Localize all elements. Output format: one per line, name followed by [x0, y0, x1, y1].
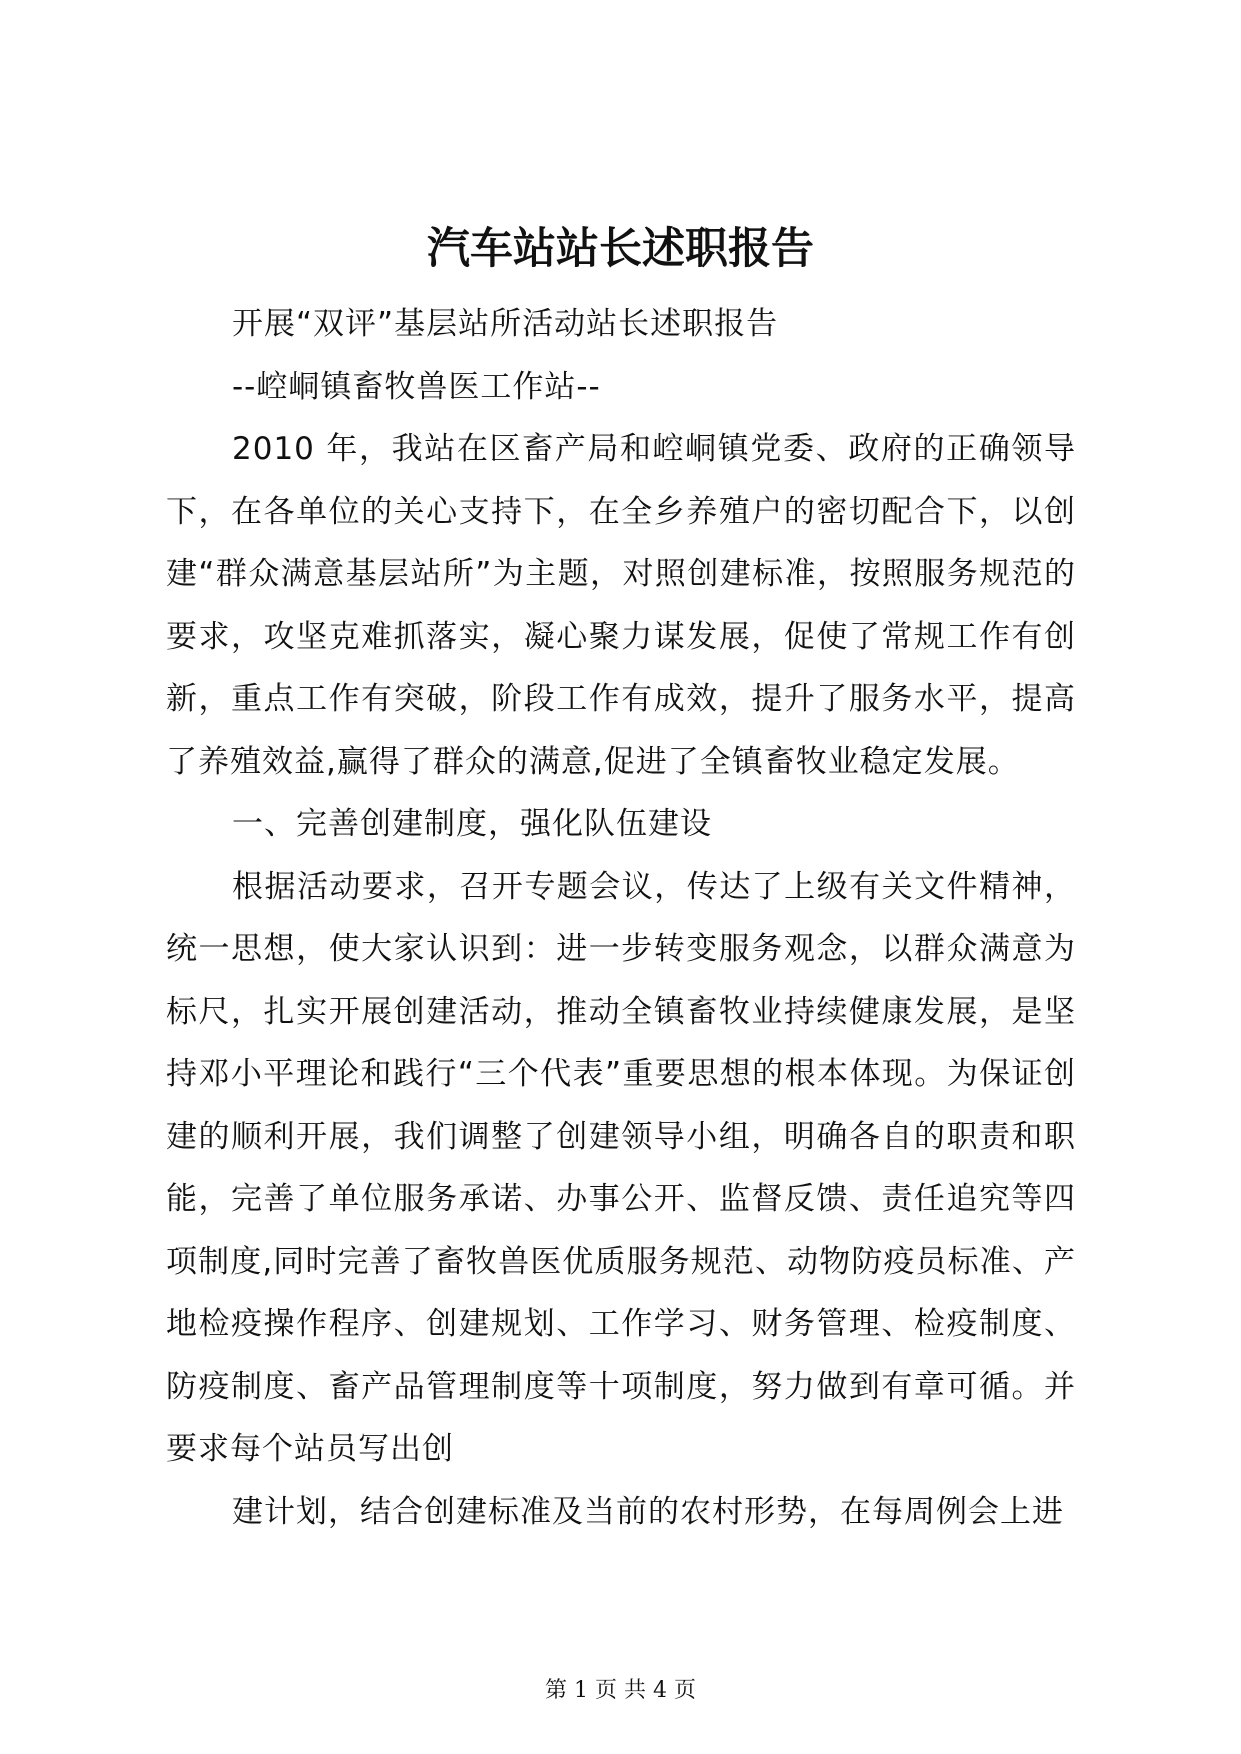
- paragraph-organization: --崆峒镇畜牧兽医工作站--: [232, 368, 601, 405]
- document-body: [166, 293, 1076, 1543]
- section-heading-1: 一、完善创建制度，强化队伍建设: [232, 806, 712, 842]
- document-title: 汽车站站长述职报告: [427, 224, 814, 274]
- paragraph-section-1: 根据活动要求，召开专题会议，传达了上级有关文件精神，统一思想，使大家认识到：进一步转变服务观念，以群众满意为标尺，扎实开展创建活动，推动全镇畜牧业持续健康发展，是坚持邓小平理论和践行“三个代表”重要思想的根本体现。为保证创建的顺利开展，我们调整了创建领导小组，明确各自的职责和职能，完善了单位服务承诺、办事公开、监督反馈、责任追究等四项制度,同时完善了畜牧兽医优质服务规范、动物防疫员标准、产地检疫操作程序、创建规划、工作学习、财务管理、检疫制度、防疫制度、畜产品管理制度等十项制度，努力做到有章可循。并要求每个站员写出创: [166, 868, 1076, 1467]
- paragraph-continuation: 建计划，结合创建标准及当前的农村形势，在每周例会上进: [232, 1493, 1064, 1530]
- paragraph-subtitle: 开展“双评”基层站所活动站长述职报告: [232, 306, 779, 342]
- paragraph-intro: 2010 年，我站在区畜产局和崆峒镇党委、政府的正确领导下，在各单位的关心支持下，在全乡养殖户的密切配合下，以创建“群众满意基层站所”为主题，对照创建标准，按照服务规范的要求，攻坚克难抓落实，凝心聚力谋发展，促使了常规工作有创新，重点工作有突破，阶段工作有成效，提升了服务水平，提高了养殖效益,赢得了群众的满意,促进了全镇畜牧业稳定发展。: [166, 431, 1076, 780]
- page-number-footer: 第 1 页 共 4 页: [545, 1678, 696, 1703]
